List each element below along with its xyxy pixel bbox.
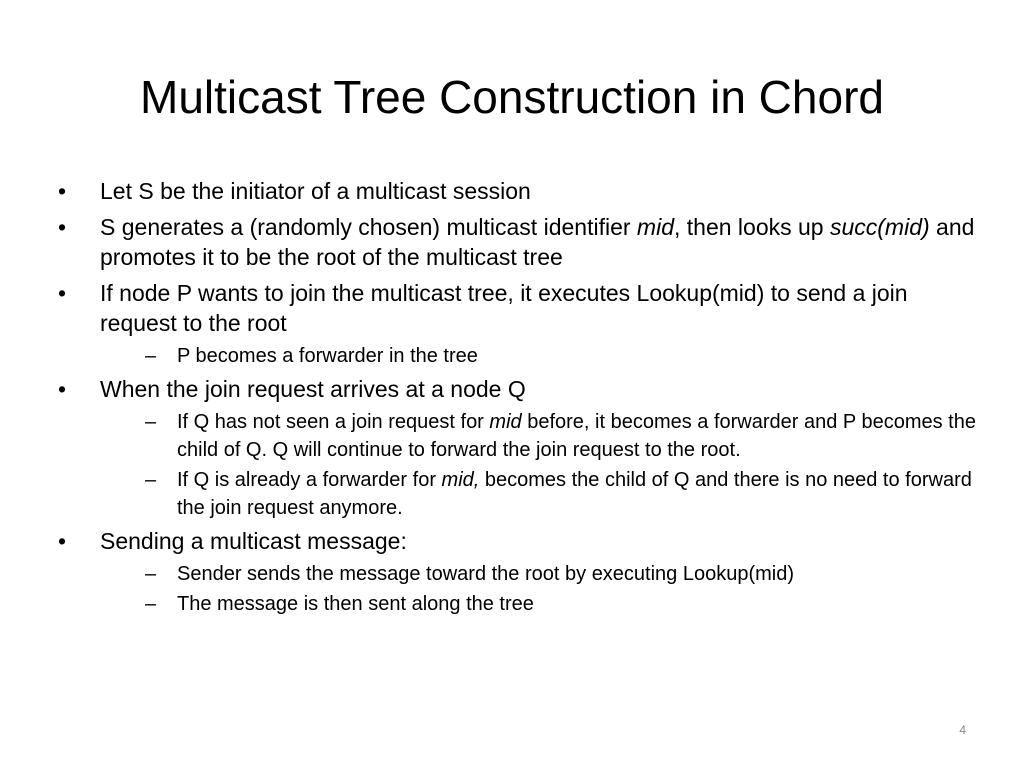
bullet-text: Sending a multicast message: (100, 528, 407, 554)
text-run: If Q has not seen a join request for (177, 411, 490, 433)
dash-marker: – (145, 411, 157, 433)
sub-bullet-item (145, 342, 978, 370)
text-run: , then looks up (673, 214, 830, 240)
italic-term: succ(mid) (829, 214, 930, 240)
bullet-item (58, 212, 978, 272)
bullet-marker: • (58, 214, 67, 240)
bullet-text: If node P wants to join the multicast tree, it executes Lookup(mid) to send a join request to the root (100, 280, 908, 336)
sub-bullet-item (145, 560, 978, 588)
slide-title: Multicast Tree Construction in Chord (140, 71, 884, 123)
bullet-item (58, 374, 978, 404)
text-run: and promotes it to be the root of the multicast tree (100, 214, 975, 270)
bullet-marker: • (58, 376, 67, 402)
bullet-item (58, 526, 978, 556)
sub-bullet-text: P becomes a forwarder in the tree (177, 345, 478, 367)
bullet-item (58, 278, 978, 338)
bullet-text (100, 214, 974, 270)
italic-term: mid, (441, 469, 480, 491)
italic-term: mid (489, 411, 522, 433)
dash-marker: – (145, 593, 157, 615)
sub-bullet-text: The message is then sent along the tree (177, 593, 534, 615)
sub-bullet-text: Sender sends the message toward the root by executing Lookup(mid) (177, 563, 795, 585)
sub-bullet-text (177, 411, 976, 461)
slide-number: 4 (959, 723, 966, 737)
bullet-marker: • (58, 528, 67, 554)
text-run: S generates a (randomly chosen) multicast identifier (100, 214, 637, 240)
text-run: becomes the child of Q and there is no need to forward the join request anymore. (177, 469, 972, 519)
bullet-item (58, 176, 978, 206)
sub-bullet-item (145, 466, 978, 522)
bullet-text: When the join request arrives at a node Q (100, 376, 526, 402)
bullet-marker: • (58, 178, 67, 204)
sub-bullet-text (177, 469, 972, 519)
bullet-marker: • (58, 280, 67, 306)
dash-marker: – (145, 345, 157, 367)
bullet-text: Let S be the initiator of a multicast session (100, 178, 531, 204)
sub-bullet-item (145, 408, 978, 464)
bullet-list (58, 176, 978, 622)
italic-term: mid (636, 214, 674, 240)
sub-bullet-item (145, 590, 978, 618)
text-run: If Q is already a forwarder for (177, 469, 442, 491)
dash-marker: – (145, 563, 157, 585)
text-run: before, it becomes a forwarder and P becomes the child of Q. Q will continue to forward the join request to the root. (177, 411, 976, 461)
dash-marker: – (145, 469, 157, 491)
